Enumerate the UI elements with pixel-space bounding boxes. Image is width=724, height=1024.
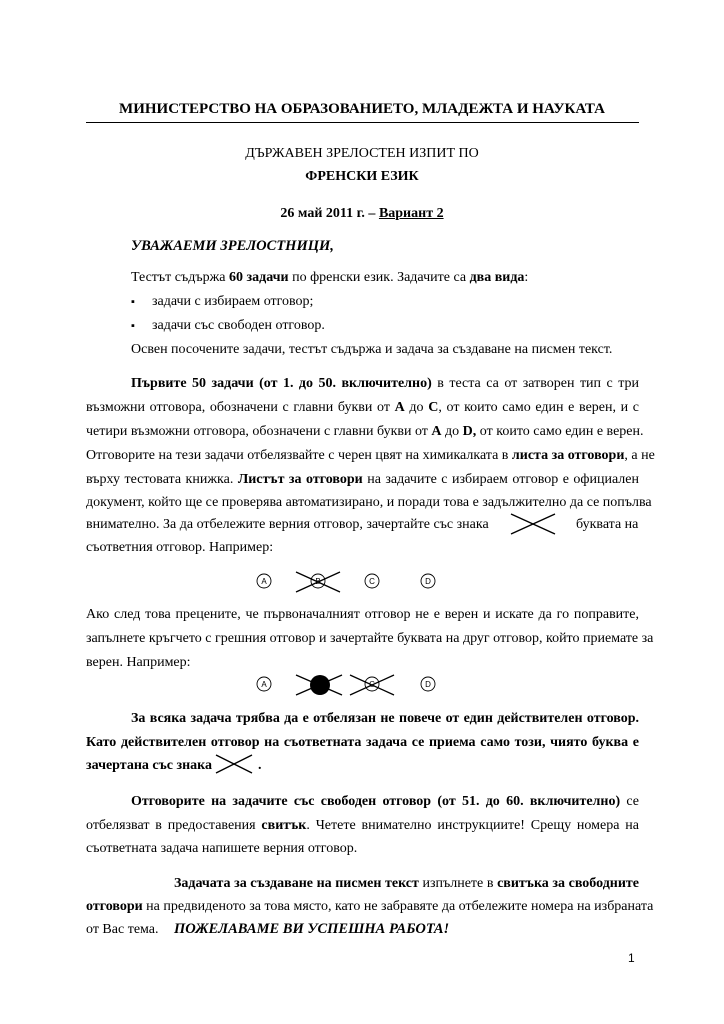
text: Тестът съдържа — [131, 270, 229, 285]
text: от които само един е верен. — [476, 424, 644, 439]
option-d-bubble — [421, 677, 435, 691]
option-label: A — [261, 680, 267, 689]
header-divider — [86, 122, 639, 123]
paragraph-line: документ, който ще се проверява автоматизирано, и поради това е задължително да се попълва — [86, 495, 652, 510]
paragraph-line: верен. Например: — [86, 655, 191, 670]
text: , а не — [624, 448, 655, 463]
paragraph-line — [86, 400, 639, 416]
text: отбелязват в предоставения — [86, 818, 262, 833]
exam-date: 26 май 2011 г. – — [280, 206, 379, 221]
page-number: 1 — [628, 951, 635, 965]
paragraph-line — [86, 472, 639, 488]
text: отговори — [86, 899, 143, 914]
paragraph-line: . — [258, 758, 262, 773]
exam-title: ДЪРЖАВЕН ЗРЕЛОСТЕН ИЗПИТ ПО — [245, 146, 479, 161]
text: до — [404, 400, 429, 415]
text: С — [428, 400, 439, 415]
paragraph-line — [86, 899, 654, 915]
cross-mark-icon — [350, 675, 394, 695]
option-c-bubble — [365, 677, 379, 691]
text: . Четете внимателно инструкциите! Срещу номера на — [306, 818, 639, 833]
paragraph-line — [86, 424, 644, 440]
cross-mark-icon — [507, 511, 559, 537]
option-label: D — [425, 577, 431, 586]
text: , от които само един е верен, и с — [438, 400, 639, 415]
paragraph-line: внимателно. За да отбележите верния отговор, зачертайте със знака — [86, 517, 489, 532]
text: върху тестовата книжка. — [86, 472, 238, 487]
answer-example-1 — [250, 570, 450, 600]
paragraph-line — [86, 818, 639, 834]
text: листа за отговори — [511, 448, 625, 463]
bullet-icon: ▪ — [131, 296, 135, 308]
option-c-bubble — [365, 574, 379, 588]
paragraph-line: буквата на — [576, 517, 639, 532]
cross-mark-icon — [213, 752, 255, 776]
paragraph-line: съответния отговор. Например: — [86, 540, 274, 555]
text: 60 задачи — [228, 270, 289, 285]
paragraph-line — [86, 448, 655, 464]
text: Първите 50 задачи (от 1. до 50. включително) — [131, 376, 432, 391]
option-d-bubble — [421, 574, 435, 588]
text: на предвиденото за това място, като не забравяте да отбележите номера на избраната — [142, 899, 654, 914]
text: изпълнете в — [418, 876, 498, 891]
text: Листът за отговори — [237, 472, 363, 487]
text: : — [524, 270, 529, 285]
exam-variant: Вариант 2 — [378, 206, 444, 221]
answer-example-2 — [250, 673, 450, 703]
paragraph-line: За всяка задача трябва да е отбелязан не повече от един действителен отговор. — [131, 711, 639, 726]
text: Задачата за създаване на писмен текст — [174, 876, 419, 891]
exam-date-line — [0, 206, 724, 222]
text: А — [394, 400, 405, 415]
intro-line — [131, 270, 528, 286]
paragraph-line — [174, 876, 639, 892]
option-label: C — [369, 577, 375, 586]
bullet-item: задачи със свободен отговор. — [152, 318, 325, 333]
text: до — [441, 424, 463, 439]
text: Отговорите на тези задачи отбелязвайте с черен цвят на химикалката в — [86, 448, 512, 463]
text: в теста са от затворен тип с три — [431, 376, 640, 391]
intro-line: Освен посочените задачи, тестът съдържа и задача за създаване на писмен текст. — [131, 342, 613, 357]
text: се — [620, 794, 639, 809]
paragraph-line: Като действителен отговор на съответната задача се приема само този, чиято буква е — [86, 735, 639, 750]
text: Отговорите на задачите със свободен отговор (от 51. до 60. включително) — [131, 794, 621, 809]
text: два вида — [469, 270, 525, 285]
bullet-icon: ▪ — [131, 320, 135, 332]
paragraph-line: Ако след това прецените, че първоначалният отговор не е верен и искате да го поправите, — [86, 607, 639, 622]
paragraph-line: зачертана със знака — [86, 758, 213, 773]
cross-mark-icon — [296, 572, 340, 592]
paragraph-line — [131, 794, 639, 810]
option-b-bubble — [311, 574, 325, 588]
salutation: УВАЖАЕМИ ЗРЕЛОСТНИЦИ, — [131, 238, 334, 254]
paragraph-line: запълнете кръгчето с грешния отговор и зачертайте буквата на друг отговор, който приемате за — [86, 631, 654, 646]
text: възможни отговора, обозначени с главни букви от — [86, 400, 395, 415]
text: свитъка за свободните — [497, 876, 640, 891]
text: по френски език. Задачите са — [288, 270, 470, 285]
paragraph-line — [131, 376, 639, 392]
text: свитък — [261, 818, 307, 833]
option-label: D — [425, 680, 431, 689]
text: на задачите с избираем отговор е официален — [362, 472, 639, 487]
option-a-bubble — [257, 677, 271, 691]
option-b-filled-bubble — [296, 675, 342, 695]
ministry-title: МИНИСТЕРСТВО НА ОБРАЗОВАНИЕТО, МЛАДЕЖТА И НАУКАТА — [119, 101, 605, 117]
option-label: A — [261, 577, 267, 586]
paragraph-line: от Вас тема. — [86, 922, 159, 937]
exam-subject: ФРЕНСКИ ЕЗИК — [305, 169, 419, 184]
text: четири възможни отговора, обозначени с главни букви от — [86, 424, 432, 439]
bullet-item: задачи с избираем отговор; — [152, 294, 314, 309]
paragraph-line: съответната задача напишете верния отговор. — [86, 841, 358, 856]
option-a-bubble — [257, 574, 271, 588]
closing-wish: ПОЖЕЛАВАМЕ ВИ УСПЕШНА РАБОТА! — [174, 921, 450, 937]
text: D, — [462, 424, 477, 439]
text: А — [431, 424, 442, 439]
